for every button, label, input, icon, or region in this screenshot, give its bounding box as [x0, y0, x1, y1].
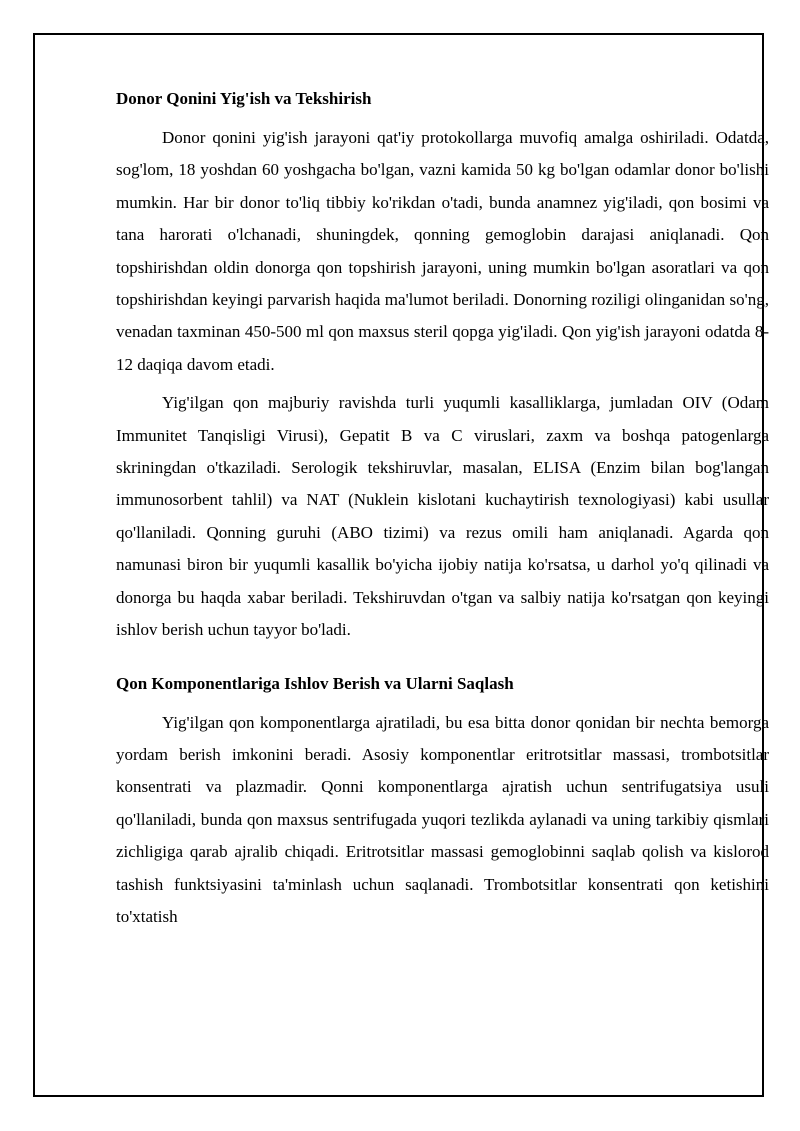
paragraph: Yig'ilgan qon komponentlarga ajratiladi, bu esa bitta donor qonidan bir nechta bemorga yordam berish imkonini beradi. Asosiy komponentlar eritrotsitlar massasi, trombotsitlar konsentrati va plazmadir. Qonni komponentlarga ajratish uchun sentrifugatsiya usuli qo'llaniladi, bunda qon maxsus sentrifugada yuqori tezlikda aylanadi va uning tarkibiy qismlari zichligiga qarab ajralib chiqadi. Eritrotsitlar massasi gemoglobinni saqlab qolish va kislorod tashish funktsiyasini ta'minlash uchun saqlanadi. Trombotsitlar konsentrati qon ketishini to'xtatish	[116, 712, 769, 926]
paragraph: Yig'ilgan qon majburiy ravishda turli yuqumli kasalliklarga, jumladan OIV (Odam Immunitet Tanqisligi Virusi), Gepatit B va C viruslari, zaxm va boshqa patogenlarga skriningdan o'tkaziladi. Serologik tekshiruvlar, masalan, ELISA (Enzim bilan bog'langan immunosorbent tahlil) va NAT (Nuklein kislotani kuchaytirish texnologiyasi) kabi usullar qo'llaniladi. Qonning guruhi (ABO tizimi) va rezus omili ham aniqlanadi. Agarda qon namunasi biron bir yuqumli kasallik bo'yicha ijobiy natija ko'rsatsa, u darhol yo'q qilinadi va donorga bu haqda xabar beriladi. Tekshiruvdan o'tgan va salbiy natija ko'rsatgan qon keyingi ishlov berish uchun tayyor bo'ladi.	[116, 393, 769, 640]
document-body	[116, 86, 769, 939]
section-heading-blood-components: Qon Komponentlariga Ishlov Berish va Ularni Saqlash	[116, 673, 514, 693]
paragraph: Donor qonini yig'ish jarayoni qat'iy protokollarga muvofiq amalga oshiriladi. Odatda, sog'lom, 18 yoshdan 60 yoshgacha bo'lgan, vazni kamida 50 kg bo'lgan odamlar donor bo'lishi mumkin. Har bir donor to'liq tibbiy ko'rikdan o'tadi, bunda anamnez yig'iladi, qon bosimi va tana harorati o'lchanadi, shuningdek, qonning gemoglobin darajasi aniqlanadi. Qon topshirishdan oldin donorga qon topshirish jarayoni, uning mumkin bo'lgan asoratlari va qon topshirishdan keyingi parvarish haqida ma'lumot beriladi. Donorning roziligi olinganidan so'ng, venadan taxminan 450-500 ml qon maxsus steril qopga yig'iladi. Qon yig'ish jarayoni odatda 8-12 daqiqa davom etadi.	[116, 128, 769, 374]
section-heading-donor-blood: Donor Qonini Yig'ish va Tekshirish	[116, 89, 372, 108]
